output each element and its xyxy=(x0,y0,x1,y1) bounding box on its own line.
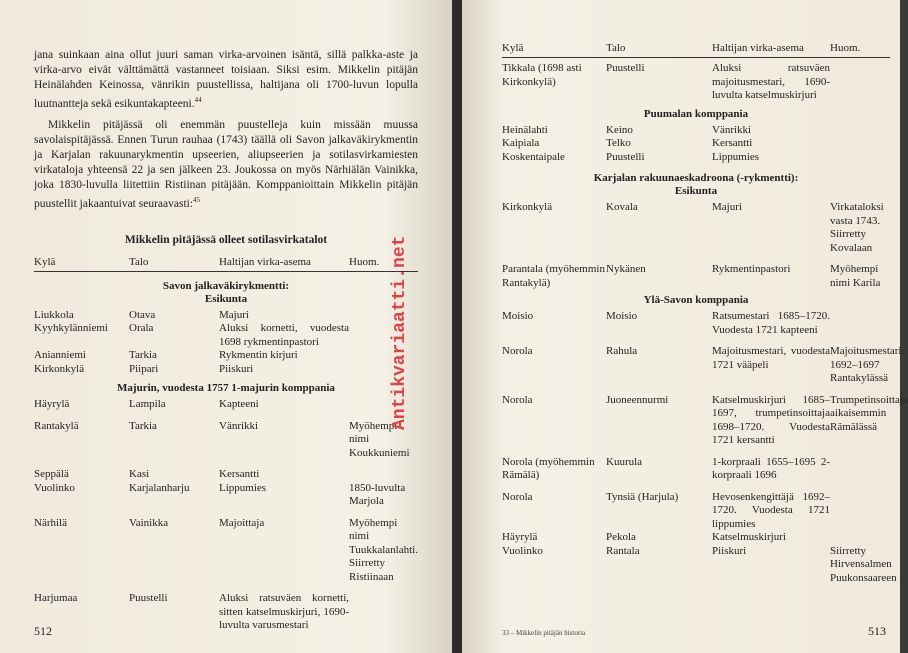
cell-huom xyxy=(349,592,409,633)
table-row xyxy=(502,310,890,337)
cell-huom: Trumpetinsoittaja aikaisemmin Rämälässä xyxy=(830,393,908,433)
cell-haltija: Lippumies xyxy=(712,150,760,163)
header-kyla: Kylä xyxy=(34,255,56,268)
cell-talo: Kovala xyxy=(606,201,638,213)
cell-talo: Pekola xyxy=(606,531,636,543)
cell-huom: Majoitusmestari 1692–1697 Rantakylässä xyxy=(830,345,902,384)
table-header xyxy=(34,256,418,272)
cell-talo: Rantala xyxy=(606,544,640,557)
cell-haltija: Rykmentin kirjuri xyxy=(219,349,298,362)
cell-huom: 1850-luvulta Marjola xyxy=(349,481,406,508)
table-row xyxy=(34,363,418,377)
cell-kyla: Norola xyxy=(502,490,533,503)
right-table-group-0 xyxy=(502,62,890,103)
table-row xyxy=(34,420,418,461)
footer-note: 33 – Mikkelin pitäjän historia xyxy=(502,629,586,637)
cell-haltija: Piiskuri xyxy=(712,544,747,557)
cell-kyla: Kaipiala xyxy=(502,137,540,149)
cell-kyla: Moisio xyxy=(502,310,534,322)
cell-talo: Otava xyxy=(129,308,156,321)
cell-kyla: Kyyhkylänniemi xyxy=(34,322,108,335)
cell-talo: Kasi xyxy=(129,468,150,481)
cell-huom xyxy=(830,124,888,138)
cell-talo: Vainikka xyxy=(129,516,169,529)
page-number: 513 xyxy=(868,624,886,638)
table-row xyxy=(502,531,890,545)
right-table-group-1 xyxy=(502,124,890,165)
right-page xyxy=(462,0,908,653)
header-haltija: Haltijan virka-asema xyxy=(219,255,311,268)
cell-haltija: Vänrikki xyxy=(712,123,752,136)
row-gap xyxy=(502,337,890,345)
cell-talo: Rahula xyxy=(606,345,638,357)
cell-talo: Orala xyxy=(129,322,154,335)
cell-haltija: Aluksi ratsuväen majoitusmestari, 1690-luvulta katselmuskirjuri xyxy=(712,62,830,101)
cell-talo: Keino xyxy=(606,123,633,136)
cell-huom xyxy=(830,456,888,483)
cell-kyla: Rantakylä xyxy=(34,419,79,432)
book-gutter xyxy=(452,0,462,653)
row-gap xyxy=(502,483,890,491)
section-heading: Puumalan komppania xyxy=(643,107,749,120)
table-row xyxy=(502,151,890,165)
cell-kyla: Kirkonkylä xyxy=(502,201,553,213)
paragraph-text: Mikkelin pitäjässä oli enemmän puustelleja kuin missään muussa savolaispitäjässä. Ennen Turun rauhaa (1743) täällä oli Savon jalkaväkirykmentin ja Karjalan rakuunarykmentin upseerien, aliupseerien ja sotilasvirkamiesten virkataloja yhteensä 22 ja sen jälkeen 23. Joukossa on myös Närhiälän Vainikka, joka 1830-luvulla liitettiin Ristiinan pitäjään. Komppanioittain Mikkelin pitäjän puustellit jakaantuivat seuraavasti: xyxy=(34,118,418,210)
cell-talo: Lampila xyxy=(129,398,166,411)
footnote-ref: 44 xyxy=(194,96,202,104)
cell-huom xyxy=(830,151,888,165)
cell-haltija: Majuri xyxy=(712,201,742,213)
cell-talo: Puustelli xyxy=(129,592,168,605)
section-line: Esikunta xyxy=(204,292,248,305)
header-huom: Huom. xyxy=(349,255,380,268)
table-title: Mikkelin pitäjässä olleet sotilasvirkatalot xyxy=(124,233,328,246)
cell-haltija: Kapteeni xyxy=(219,398,259,411)
cell-haltija: Vänrikki xyxy=(219,419,259,432)
cell-kyla: Koskentaipale xyxy=(502,150,565,163)
cell-kyla: Vuolinko xyxy=(502,544,543,557)
cell-kyla: Anianniemi xyxy=(34,349,86,362)
cell-talo: Telko xyxy=(606,137,631,149)
cell-haltija: Rykmentinpastori xyxy=(712,263,791,275)
cell-talo: Tarkia xyxy=(129,349,157,362)
table-row xyxy=(502,456,890,483)
section-line: Esikunta xyxy=(674,185,718,197)
left-page xyxy=(0,0,452,653)
header-huom: Huom. xyxy=(830,42,861,54)
cell-kyla: Tikkala (1698 asti Kirkonkylä) xyxy=(502,62,582,88)
cell-huom: Myöhempi nimi Tuukkalanlahti. Siirretty Ristiinaan xyxy=(349,516,418,583)
table-row xyxy=(502,345,902,386)
table-row xyxy=(34,309,418,323)
cell-kyla: Häyrylä xyxy=(34,398,70,411)
right-table-group-2 xyxy=(502,201,890,290)
row-gap xyxy=(502,448,890,456)
cell-kyla: Närhilä xyxy=(34,516,67,529)
cell-kyla: Norola xyxy=(502,393,533,406)
left-paragraph-2 xyxy=(34,118,418,212)
section-heading: Majurin, vuodesta 1757 1-majurin komppania xyxy=(117,382,335,395)
row-gap xyxy=(34,509,418,517)
cell-haltija: Aluksi ratsuväen kornetti, sitten katselmuskirjuri, 1690-luvulta varusmestari xyxy=(219,592,349,632)
cell-haltija: Lippumies xyxy=(219,481,267,494)
cell-kyla: Seppälä xyxy=(34,468,69,481)
watermark-text: Antikvariaatti.net xyxy=(390,235,410,430)
table-row xyxy=(502,201,890,255)
table-row xyxy=(34,468,418,482)
cell-talo: Tynsiä (Harjula) xyxy=(606,490,679,503)
cell-haltija: Majuri xyxy=(219,308,249,321)
header-haltija: Haltijan virka-asema xyxy=(712,42,804,54)
cell-talo: Puustelli xyxy=(606,62,645,74)
table-row xyxy=(34,322,418,349)
header-talo: Talo xyxy=(606,42,626,54)
cell-huom: Myöhempi nimi Koukkuniemi xyxy=(349,419,410,459)
cell-haltija: Majoittaja xyxy=(219,516,265,529)
page-number: 512 xyxy=(34,624,52,638)
right-table-group-3 xyxy=(502,310,908,585)
cell-huom: Virkataloksi vasta 1743. Siirretty Kovalaan xyxy=(830,201,884,254)
table-row xyxy=(502,263,890,290)
table-header xyxy=(502,42,890,58)
cell-talo: Puustelli xyxy=(606,150,645,163)
header-kyla: Kylä xyxy=(502,42,524,54)
cell-huom xyxy=(349,468,409,482)
left-table-group-2 xyxy=(34,398,418,633)
cell-huom xyxy=(830,310,888,337)
cell-haltija: Piiskuri xyxy=(219,362,254,375)
cell-kyla: Liukkola xyxy=(34,308,74,321)
cell-huom: Siirretty Hirvensalmen Puukonsaareen xyxy=(830,544,897,584)
cell-talo: Juoneennurmi xyxy=(606,393,669,406)
cell-huom: Myöhempi nimi Karila xyxy=(830,263,881,289)
table-row xyxy=(502,124,890,138)
section-heading: Ylä-Savon komppania xyxy=(643,294,749,306)
section-heading xyxy=(502,172,890,198)
table-row xyxy=(34,398,418,412)
section-line: Savon jalkaväkirykmentti: xyxy=(162,279,290,292)
cell-kyla: Parantala (myöhemmin Rantakylä) xyxy=(502,263,605,289)
cell-haltija: Katselmuskirjuri xyxy=(712,531,786,543)
cell-huom xyxy=(830,62,888,103)
cell-talo: Nykänen xyxy=(606,263,646,275)
cell-kyla: Heinälahti xyxy=(502,123,548,136)
cell-talo: Tarkia xyxy=(129,419,157,432)
cell-talo: Moisio xyxy=(606,310,638,322)
cell-huom xyxy=(830,137,888,151)
cell-haltija: Kersantti xyxy=(712,137,753,149)
cell-kyla: Norola (myöhemmin Rämälä) xyxy=(502,455,595,481)
left-table-group-1 xyxy=(34,309,418,377)
table-row xyxy=(502,491,890,532)
cell-haltija: Ratsumestari 1685–1720. Vuodesta 1721 kapteeni xyxy=(712,310,830,336)
footnote-ref: 45 xyxy=(193,195,201,204)
row-gap xyxy=(502,386,890,394)
cell-kyla: Norola xyxy=(502,345,533,357)
table-row xyxy=(502,62,890,103)
row-gap xyxy=(502,255,890,263)
cell-haltija: 1-korpraali 1655–1695 2-korpraali 1696 xyxy=(712,455,830,481)
header-talo: Talo xyxy=(129,255,149,268)
cell-kyla: Kirkonkylä xyxy=(34,362,85,375)
table-row xyxy=(502,544,897,586)
paragraph-text: jana suinkaan aina ollut juuri saman virka-arvoinen isäntä, sillä palkka-aste ja virka-arvo eivät välttämättä vastanneet toisiaan. Siksi esim. Mikkelin pitäjän Heinälahden Keinossa, vänrikin puustellissa, haltijana oli 1700-luvun lopulla luutnantteja sekä esikuntakapteeni. xyxy=(34,49,418,110)
section-heading xyxy=(34,280,418,306)
row-gap xyxy=(34,460,418,468)
cell-huom xyxy=(830,531,888,545)
table-row xyxy=(34,517,418,585)
cell-kyla: Häyrylä xyxy=(502,531,538,543)
cell-haltija: Kersantti xyxy=(219,468,260,481)
table-row xyxy=(34,349,418,363)
cell-huom xyxy=(830,491,888,532)
row-gap xyxy=(34,584,418,592)
cell-haltija: Aluksi kornetti, vuodesta 1698 rykmentinpastori xyxy=(219,322,349,348)
table-row xyxy=(502,137,890,151)
left-paragraph-1 xyxy=(34,48,418,112)
table-row xyxy=(34,482,418,509)
table-row xyxy=(502,393,908,448)
cell-haltija: Katselmuskirjuri 1685–1697, trumpetinsoittaja 1698–1720. Vuodesta 1721 kersantti xyxy=(712,393,830,446)
cell-kyla: Vuolinko xyxy=(34,481,75,494)
cell-haltija: Hevosenkengittäjä 1692–1720. Vuodesta 1721 lippumies xyxy=(712,490,830,530)
cell-talo: Piipari xyxy=(129,362,159,375)
cell-talo: Kuurula xyxy=(606,455,643,468)
watermark xyxy=(390,235,412,430)
section-line: Karjalan rakuunaeskadroona (-rykmentti): xyxy=(593,172,799,184)
table-row xyxy=(34,592,418,633)
cell-kyla: Harjumaa xyxy=(34,592,78,605)
row-gap xyxy=(34,412,418,420)
cell-haltija: Majoitusmestari, vuodesta 1721 vääpeli xyxy=(712,345,830,371)
cell-talo: Karjalanharju xyxy=(129,481,190,494)
